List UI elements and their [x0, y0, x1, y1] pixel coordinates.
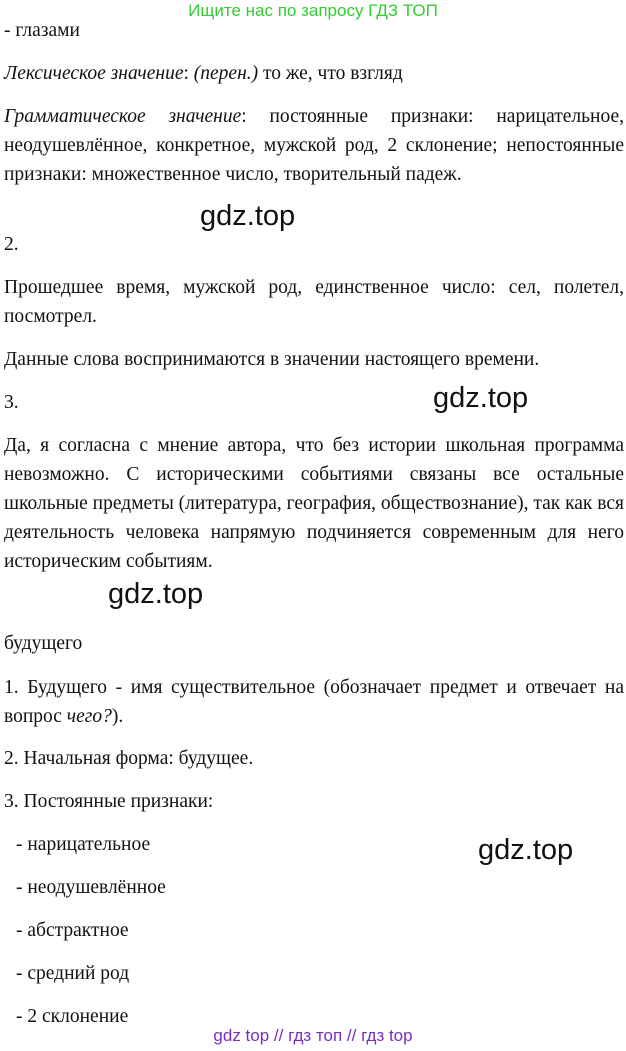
- bottom-banner: gdz top // гдз топ // гдз top: [213, 1026, 413, 1045]
- grammatical-meaning: [4, 102, 624, 189]
- grammatical-label: Грамматическое значение: [4, 106, 242, 127]
- feature-5: - 2 склонение: [16, 1006, 129, 1027]
- past-tense-paragraph: Прошедшее время, мужской род, единственное число: сел, полетел, посмотрел.: [4, 277, 624, 327]
- section-number-2: 2.: [4, 234, 19, 255]
- item-1-question: чего?: [66, 706, 112, 727]
- section-number-3: 3.: [4, 392, 19, 413]
- feature-3: - абстрактное: [16, 920, 129, 941]
- item-2: 2. Начальная форма: будущее.: [4, 748, 254, 769]
- present-tense-paragraph: Данные слова воспринимаются в значении настоящего времени.: [4, 349, 540, 370]
- item-1: [4, 673, 624, 731]
- feature-1: - нарицательное: [16, 834, 151, 855]
- watermark-2: gdz.top: [433, 382, 529, 414]
- lexical-note: (перен.): [193, 63, 259, 84]
- lexical-sep: :: [183, 63, 194, 84]
- grammatical-text: : постоянные признаки: нарицательное, неодушевлённое, конкретное, мужской род, 2 склонение; непостоянные признаки: множественное число, творительный падеж.: [4, 106, 624, 185]
- watermark-1: gdz.top: [200, 200, 296, 232]
- item-1-text: 1. Будущего - имя существительное (обозначает предмет и отвечает на вопрос: [4, 677, 624, 727]
- feature-4: - средний род: [16, 963, 130, 984]
- lexical-label: Лексическое значение: [4, 63, 184, 84]
- item-3: 3. Постоянные признаки:: [4, 791, 214, 812]
- watermark-4: gdz.top: [478, 834, 574, 866]
- word-glazami: - глазами: [4, 20, 80, 41]
- feature-2: - неодушевлённое: [16, 877, 166, 898]
- lexical-text: то же, что взгляд: [258, 63, 403, 84]
- top-banner: Ищите нас по запросу ГДЗ ТОП: [188, 1, 438, 20]
- lexical-meaning: [4, 59, 624, 88]
- watermark-3: gdz.top: [108, 578, 204, 610]
- word-buduschego: будущего: [4, 633, 83, 654]
- opinion-paragraph: Да, я согласна с мнение автора, что без истории школьная программа невозможно. С историческими событиями связаны все остальные школьные предметы (литература, география, обществознание), так как вся деятельность человека напрямую подчиняется современным для него историческим событиям.: [4, 435, 624, 572]
- item-1-end: ).: [111, 706, 124, 727]
